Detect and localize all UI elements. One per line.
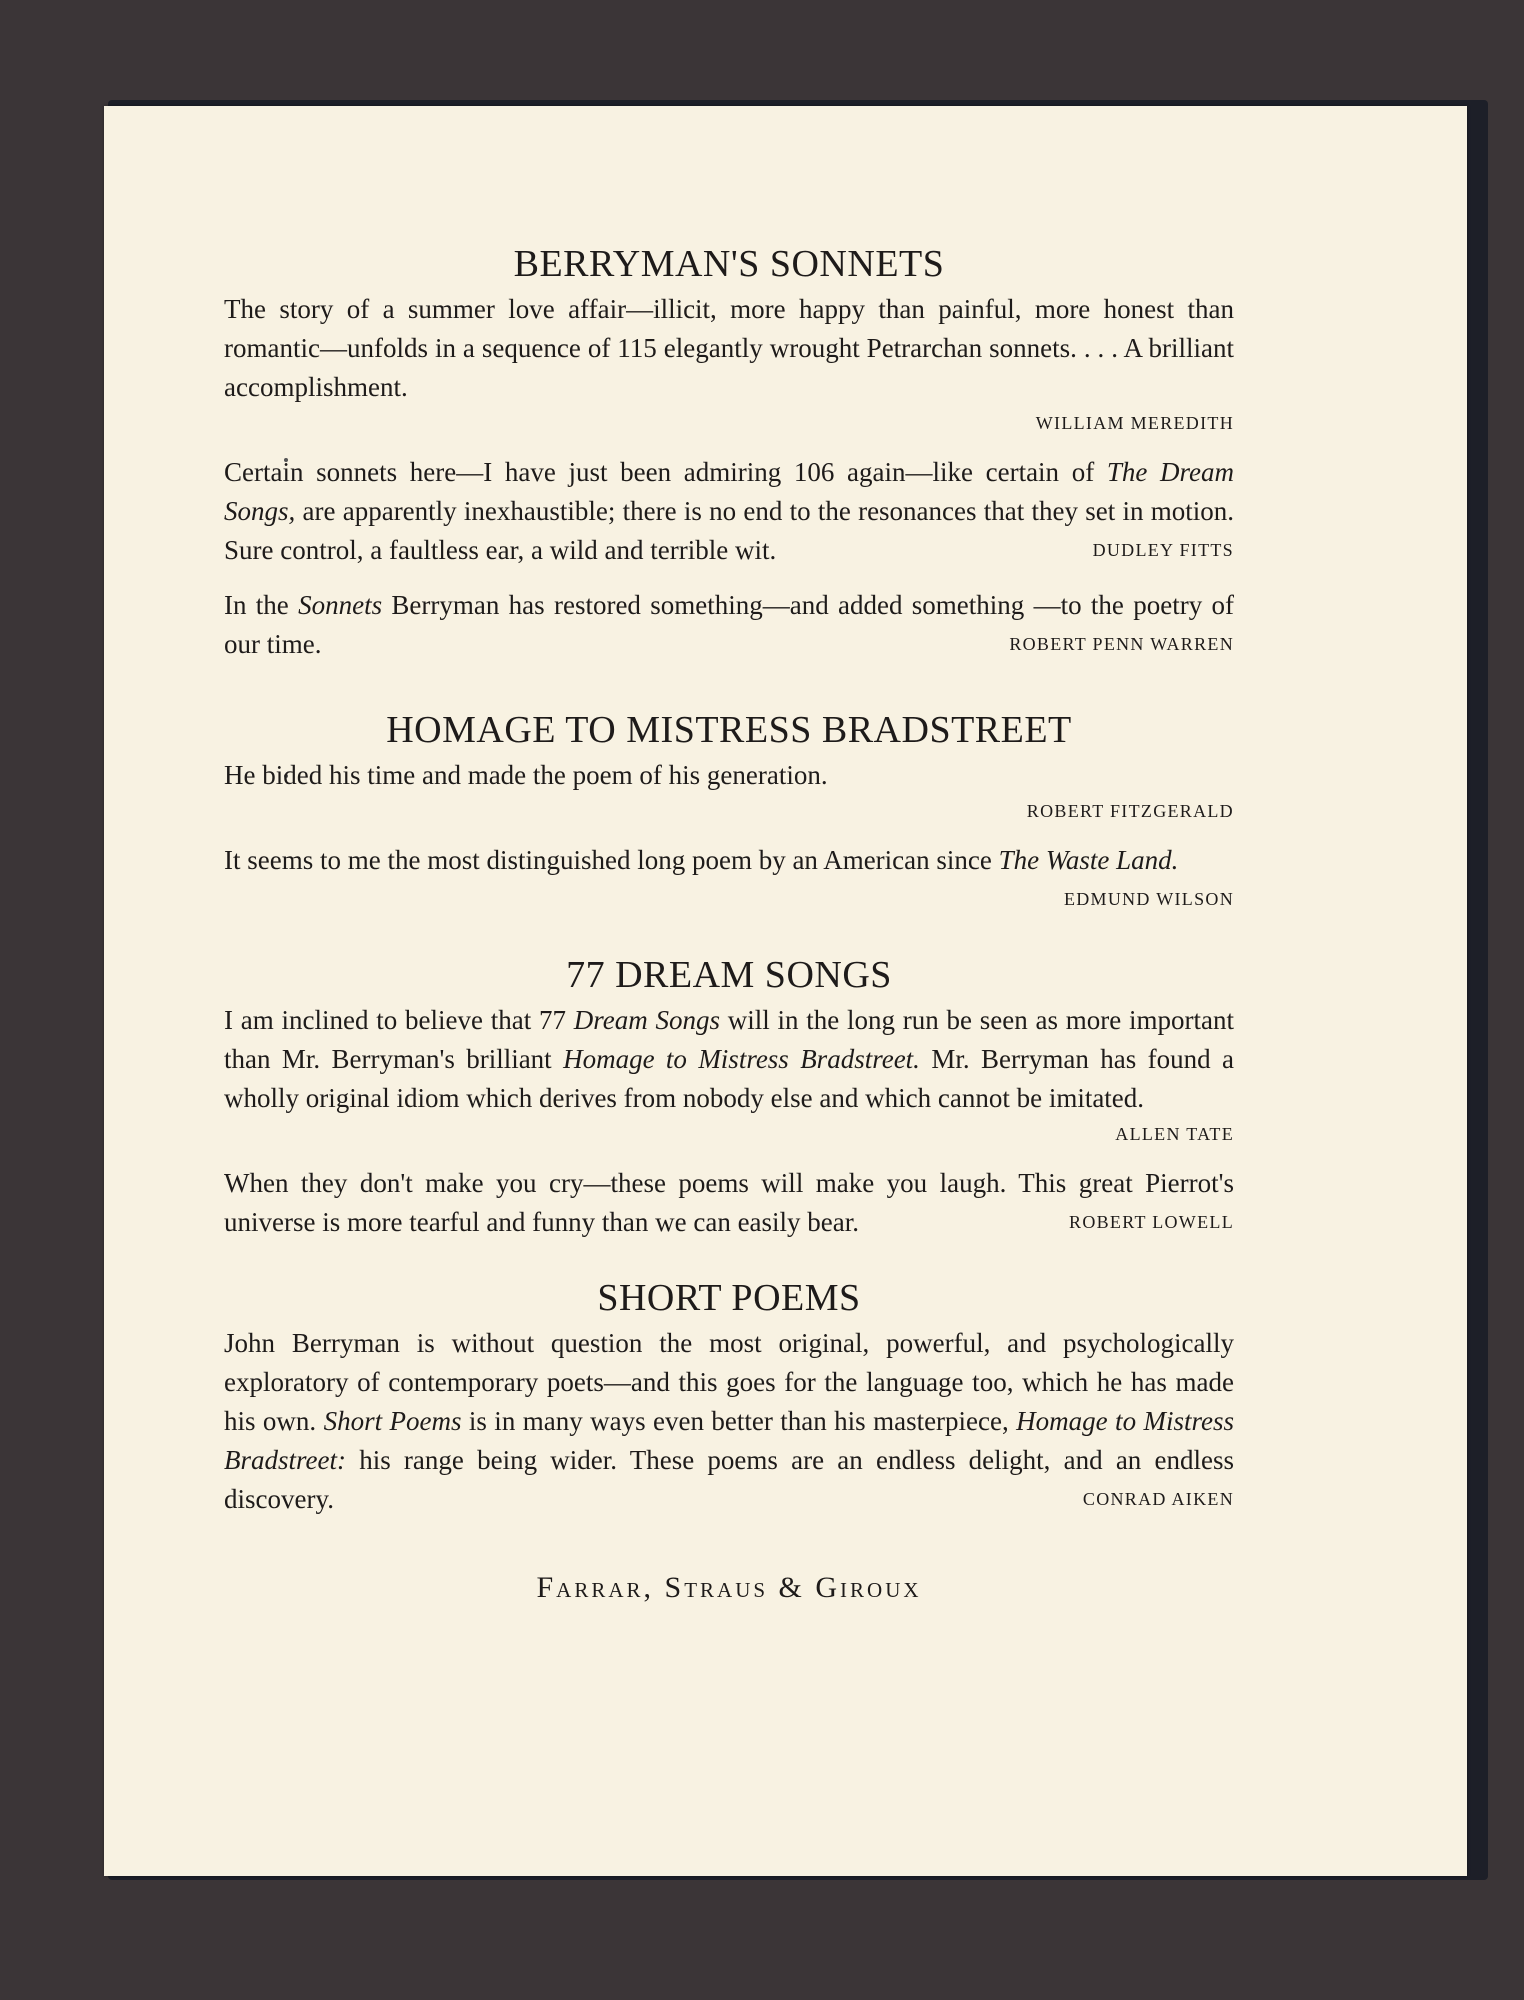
quote-author: EDMUND WILSON [1063,889,1234,909]
review-quote [224,1164,1234,1242]
section-heading: BERRYMAN'S SONNETS [513,243,945,285]
section-heading: 77 DREAM SONGS [566,954,892,996]
quote-text: I am inclined to believe that 77 Dream Songs will in the long run be seen as more important than Mr. Berryman's brilliant Homage to Mistress Bradstreet. Mr. Berryman has found a wholly original idiom which derives from nobody else and which cannot be imitated. [224,1005,1235,1113]
quote-text: He bided his time and made the poem of his generation. [224,760,828,790]
quote-text: In the Sonnets Berryman has restored something—and added something —to the poetry of our time. ROBERT PENN WARREN [224,586,1234,664]
review-quote [224,290,1234,439]
quote-text: The story of a summer love affair—illicit, more happy than painful, more honest than romantic—unfolds in a sequence of 115 elegantly wrought Petrarchan sonnets. . . . A brilliant accomplishment. [224,294,1234,402]
quote-author: WILLIAM MEREDITH [1035,413,1234,433]
review-quote [224,756,1234,827]
section-homage-bradstreet [224,708,1234,919]
quote-text: It seems to me the most distinguished long poem by an American since The Waste Land. EDMUND WILSON [224,841,1234,880]
quote-text: When they don't make you cry—these poems will make you laugh. This great Pierrot's universe is more tearful and funny than we can easily bear. ROBERT LOWELL [224,1164,1234,1242]
review-quote [224,1324,1234,1519]
quote-author: ALLEN TATE [1115,1124,1234,1144]
quote-author: ROBERT PENN WARREN [1009,634,1234,654]
quote-author: DUDLEY FITTS [1092,540,1234,560]
quote-text: Certain sonnets here—I have just been admiring 106 again—like certain of The Dream Songs, are apparently inexhaustible; there is no end to the resonances that they set in motion. Sure control, a faultless ear, a wild and terrible wit. DUDLEY FITTS [224,453,1234,570]
quote-text: John Berryman is without question the most original, powerful, and psychologically exploratory of contemporary poets—and this goes for the language too, which he has made his own. Short Poems is in many ways even better than his masterpiece, Homage to Mistress Bradstreet: his range being wider. These poems are an endless delight, and an endless discovery. CONRAD AIKEN [224,1324,1234,1519]
review-quote [224,841,1234,919]
review-quote [224,453,1234,570]
section-heading: HOMAGE TO MISTRESS BRADSTREET [386,709,1072,751]
section-short-poems [224,1276,1234,1519]
quote-author: ROBERT LOWELL [1069,1212,1234,1232]
section-heading: SHORT POEMS [597,1277,861,1319]
review-content [224,242,1234,1605]
review-quote [224,586,1234,664]
quote-author: ROBERT FITZGERALD [1026,801,1234,821]
quote-author: CONRAD AIKEN [1082,1489,1234,1509]
publisher-imprint: Farrar, Straus & Giroux [536,1571,922,1604]
section-berrymans-sonnets [224,242,1234,664]
section-77-dream-songs [224,953,1234,1242]
review-quote [224,1001,1234,1150]
